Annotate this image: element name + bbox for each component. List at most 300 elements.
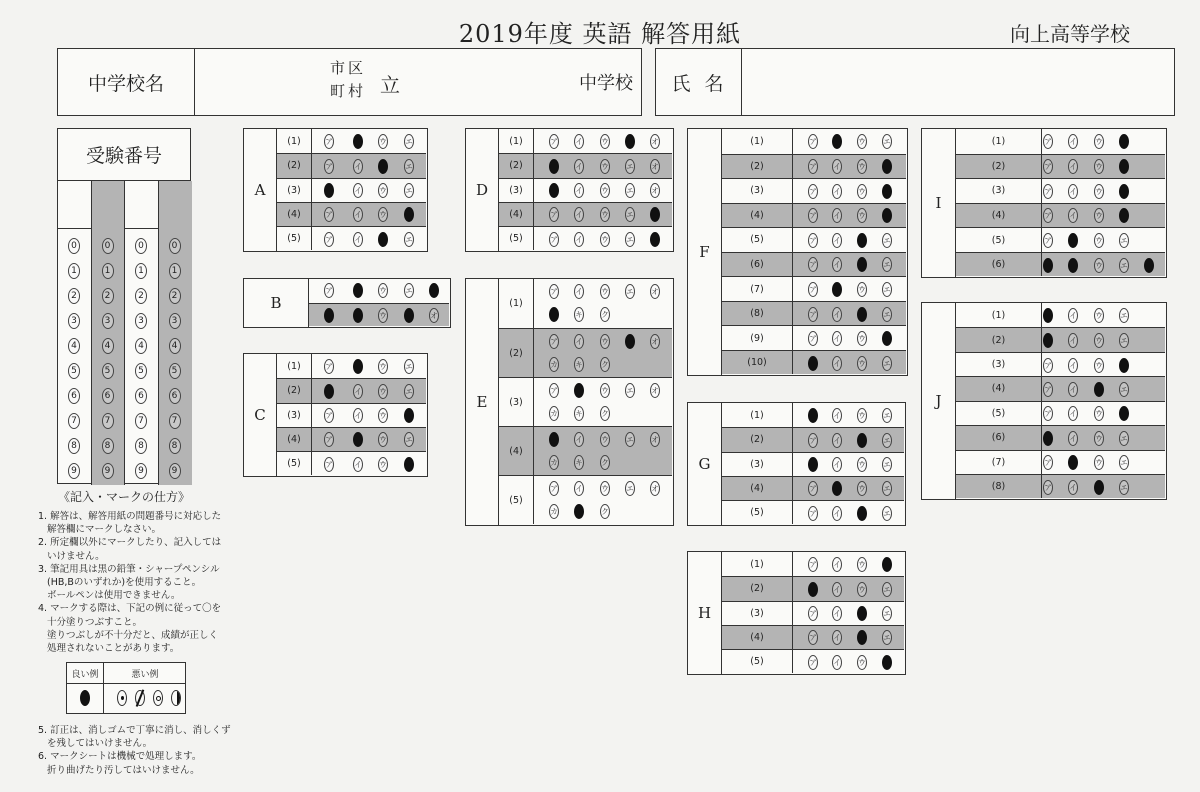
- answer-bubble[interactable]: イ: [832, 356, 842, 371]
- answer-bubble[interactable]: エ: [1119, 333, 1129, 348]
- answer-bubble[interactable]: ウ: [1094, 184, 1104, 199]
- answer-bubble[interactable]: イ: [832, 208, 842, 223]
- answer-bubble[interactable]: オ: [650, 481, 660, 496]
- answer-bubble[interactable]: イ: [1068, 184, 1078, 199]
- answer-bubble[interactable]: イ: [574, 334, 584, 349]
- answer-bubble[interactable]: [882, 208, 892, 223]
- answer-bubble[interactable]: ア: [808, 481, 818, 496]
- exam-digit-bubble[interactable]: 8: [68, 438, 80, 454]
- answer-bubble[interactable]: ウ: [600, 383, 610, 398]
- name-field[interactable]: [655, 48, 1175, 116]
- answer-bubble[interactable]: ウ: [600, 159, 610, 174]
- answer-bubble[interactable]: エ: [625, 232, 635, 247]
- exam-digit-bubble[interactable]: 5: [68, 363, 80, 379]
- answer-bubble[interactable]: イ: [1068, 406, 1078, 421]
- answer-bubble[interactable]: [857, 606, 867, 621]
- answer-row: [722, 129, 906, 154]
- exam-digit-bubble[interactable]: 7: [68, 413, 80, 429]
- answer-bubble[interactable]: イ: [1068, 382, 1078, 397]
- exam-digit-bubble[interactable]: 5: [135, 363, 147, 379]
- answer-bubble[interactable]: ウ: [378, 384, 388, 399]
- section-label: E: [466, 279, 499, 525]
- answer-bubble[interactable]: ウ: [378, 134, 388, 149]
- answer-bubble[interactable]: [625, 134, 635, 149]
- answer-bubble[interactable]: イ: [1068, 480, 1078, 495]
- answer-bubble[interactable]: [1068, 233, 1078, 248]
- exam-digit-bubble[interactable]: 1: [135, 263, 147, 279]
- answer-bubble[interactable]: ア: [1043, 406, 1053, 421]
- answer-bubble[interactable]: エ: [404, 432, 414, 447]
- answer-bubble[interactable]: イ: [832, 630, 842, 645]
- answer-bubble[interactable]: ウ: [1094, 233, 1104, 248]
- exam-digit-bubble[interactable]: 0: [68, 238, 80, 254]
- answer-bubble[interactable]: ア: [549, 481, 559, 496]
- answer-bubble[interactable]: ウ: [1094, 308, 1104, 323]
- exam-digit-bubble[interactable]: 2: [135, 288, 147, 304]
- exam-digit-bubble[interactable]: 7: [169, 413, 181, 429]
- answer-bubble[interactable]: ウ: [1094, 258, 1104, 273]
- answer-bubble[interactable]: エ: [404, 359, 414, 374]
- answer-bubble[interactable]: [857, 257, 867, 272]
- answer-bubble[interactable]: エ: [625, 183, 635, 198]
- exam-digit-bubble[interactable]: 8: [169, 438, 181, 454]
- answer-bubble[interactable]: イ: [832, 433, 842, 448]
- answer-bubble[interactable]: [650, 207, 660, 222]
- answer-bubble[interactable]: ア: [1043, 208, 1053, 223]
- answer-bubble[interactable]: イ: [353, 457, 363, 472]
- answer-bubble[interactable]: イ: [574, 232, 584, 247]
- answer-bubble[interactable]: エ: [882, 582, 892, 597]
- answer-bubble[interactable]: ウ: [1094, 358, 1104, 373]
- exam-digit-bubble[interactable]: 4: [169, 338, 181, 354]
- answer-bubble[interactable]: [549, 432, 559, 447]
- answer-bubble[interactable]: エ: [882, 506, 892, 521]
- answer-bubble[interactable]: ア: [1043, 159, 1053, 174]
- answer-bubble[interactable]: ア: [808, 506, 818, 521]
- answer-bubble[interactable]: イ: [574, 432, 584, 447]
- exam-digit-bubble[interactable]: 2: [102, 288, 114, 304]
- answer-bubble[interactable]: エ: [882, 457, 892, 472]
- answer-bubble[interactable]: カ: [549, 406, 559, 421]
- answer-bubble[interactable]: ア: [808, 208, 818, 223]
- answer-bubble[interactable]: [1043, 258, 1053, 273]
- answer-bubble[interactable]: イ: [832, 257, 842, 272]
- answer-bubble[interactable]: エ: [404, 159, 414, 174]
- exam-digit-bubble[interactable]: 3: [135, 313, 147, 329]
- answer-bubble[interactable]: キ: [574, 455, 584, 470]
- answer-bubble[interactable]: ア: [808, 282, 818, 297]
- answer-bubble[interactable]: [1119, 184, 1129, 199]
- answer-bubble[interactable]: [832, 282, 842, 297]
- exam-digit-bubble[interactable]: 4: [102, 338, 114, 354]
- answer-bubble[interactable]: [429, 283, 439, 298]
- answer-bubble[interactable]: エ: [1119, 308, 1129, 323]
- answer-bubble[interactable]: [808, 582, 818, 597]
- answer-bubble[interactable]: [1144, 258, 1154, 273]
- answer-bubble[interactable]: ア: [324, 457, 334, 472]
- answer-bubble[interactable]: キ: [574, 307, 584, 322]
- answer-bubble[interactable]: ウ: [1094, 333, 1104, 348]
- answer-bubble[interactable]: [404, 308, 414, 323]
- answer-bubble[interactable]: ウ: [378, 457, 388, 472]
- answer-bubble[interactable]: [882, 655, 892, 670]
- answer-bubble[interactable]: [808, 457, 818, 472]
- section-label: C: [244, 354, 277, 476]
- answer-bubble[interactable]: イ: [832, 307, 842, 322]
- answer-bubble[interactable]: ア: [549, 334, 559, 349]
- answer-bubble[interactable]: エ: [404, 232, 414, 247]
- answer-bubble[interactable]: エ: [404, 183, 414, 198]
- answer-bubble[interactable]: [1068, 258, 1078, 273]
- answer-bubble[interactable]: ウ: [857, 655, 867, 670]
- answer-bubble[interactable]: [650, 232, 660, 247]
- answer-bubble[interactable]: イ: [1068, 308, 1078, 323]
- answer-bubble[interactable]: ウ: [857, 408, 867, 423]
- answer-bubble[interactable]: イ: [353, 408, 363, 423]
- answer-bubble[interactable]: [808, 408, 818, 423]
- answer-bubble[interactable]: ア: [324, 359, 334, 374]
- answer-bubble[interactable]: ア: [808, 433, 818, 448]
- answer-bubble[interactable]: ク: [600, 455, 610, 470]
- answer-bubble[interactable]: イ: [1068, 159, 1078, 174]
- answer-bubble[interactable]: エ: [1119, 382, 1129, 397]
- question-number: (1): [277, 354, 312, 378]
- bad-example-label: 悪い例: [131, 670, 159, 680]
- answer-bubble[interactable]: ウ: [378, 359, 388, 374]
- answer-bubble[interactable]: [832, 134, 842, 149]
- exam-digit-bubble[interactable]: 1: [169, 263, 181, 279]
- answer-bubble[interactable]: ア: [324, 283, 334, 298]
- answer-bubble[interactable]: ア: [808, 257, 818, 272]
- answer-bubble[interactable]: [404, 207, 414, 222]
- exam-digit-bubble[interactable]: 0: [169, 238, 181, 254]
- answer-bubble[interactable]: [1119, 208, 1129, 223]
- answer-bubble[interactable]: イ: [353, 207, 363, 222]
- answer-bubble[interactable]: ウ: [1094, 455, 1104, 470]
- answer-bubble[interactable]: エ: [1119, 480, 1129, 495]
- answer-bubble[interactable]: ウ: [378, 432, 388, 447]
- answer-bubble[interactable]: オ: [650, 284, 660, 299]
- answer-bubble[interactable]: イ: [353, 159, 363, 174]
- answer-bubble[interactable]: エ: [625, 159, 635, 174]
- answer-bubble[interactable]: イ: [353, 232, 363, 247]
- answer-bubble[interactable]: ア: [808, 184, 818, 199]
- answer-bubble[interactable]: ア: [808, 606, 818, 621]
- answer-bubble[interactable]: [857, 307, 867, 322]
- answer-bubble[interactable]: オ: [650, 334, 660, 349]
- answer-bubble[interactable]: イ: [574, 159, 584, 174]
- answer-bubble[interactable]: イ: [574, 284, 584, 299]
- answer-bubble[interactable]: イ: [574, 481, 584, 496]
- answer-bubble[interactable]: イ: [574, 183, 584, 198]
- answer-bubble[interactable]: [378, 159, 388, 174]
- answer-bubble[interactable]: ア: [324, 207, 334, 222]
- answer-bubble[interactable]: ウ: [600, 207, 610, 222]
- answer-bubble[interactable]: イ: [832, 331, 842, 346]
- answer-bubble[interactable]: [1043, 431, 1053, 446]
- answer-bubble[interactable]: イ: [832, 606, 842, 621]
- answer-bubble[interactable]: イ: [832, 655, 842, 670]
- answer-bubble[interactable]: イ: [1068, 333, 1078, 348]
- answer-bubble[interactable]: [549, 159, 559, 174]
- exam-digit-bubble[interactable]: 7: [135, 413, 147, 429]
- answer-bubble[interactable]: [882, 159, 892, 174]
- answer-bubble[interactable]: ア: [808, 630, 818, 645]
- answer-bubble[interactable]: [324, 308, 334, 323]
- answer-bubble[interactable]: ア: [808, 557, 818, 572]
- answer-bubble[interactable]: [1068, 455, 1078, 470]
- answer-bubble[interactable]: ア: [1043, 233, 1053, 248]
- answer-bubble[interactable]: イ: [832, 557, 842, 572]
- exam-digit-bubble[interactable]: 6: [169, 388, 181, 404]
- answer-bubble[interactable]: ウ: [857, 208, 867, 223]
- answer-bubble[interactable]: [857, 630, 867, 645]
- answer-bubble[interactable]: ウ: [1094, 208, 1104, 223]
- answer-bubble[interactable]: イ: [832, 408, 842, 423]
- exam-digit-bubble[interactable]: 1: [102, 263, 114, 279]
- answer-bubble[interactable]: [353, 432, 363, 447]
- answer-bubble[interactable]: ウ: [857, 557, 867, 572]
- answer-bubble[interactable]: エ: [882, 233, 892, 248]
- exam-digit-bubble[interactable]: 9: [102, 463, 114, 479]
- answer-bubble[interactable]: [882, 184, 892, 199]
- answer-bubble[interactable]: エ: [882, 408, 892, 423]
- exam-digit-bubble[interactable]: 1: [68, 263, 80, 279]
- answer-bubble[interactable]: [353, 134, 363, 149]
- answer-bubble[interactable]: ア: [324, 408, 334, 423]
- answer-bubble[interactable]: ア: [549, 232, 559, 247]
- answer-bubble[interactable]: ア: [324, 232, 334, 247]
- answer-bubble[interactable]: [1119, 159, 1129, 174]
- answer-bubble[interactable]: [1043, 308, 1053, 323]
- answer-bubble[interactable]: ウ: [1094, 406, 1104, 421]
- answer-bubble[interactable]: エ: [625, 432, 635, 447]
- answer-bubble[interactable]: ア: [1043, 455, 1053, 470]
- exam-digit-bubble[interactable]: 4: [135, 338, 147, 354]
- answer-bubble[interactable]: ア: [549, 383, 559, 398]
- answer-bubble[interactable]: オ: [650, 134, 660, 149]
- answer-bubble[interactable]: ア: [1043, 358, 1053, 373]
- answer-bubble[interactable]: ウ: [857, 582, 867, 597]
- answer-bubble[interactable]: ア: [1043, 382, 1053, 397]
- answer-bubble[interactable]: ウ: [857, 481, 867, 496]
- answer-bubble[interactable]: イ: [1068, 431, 1078, 446]
- exam-digit-bubble[interactable]: 8: [102, 438, 114, 454]
- answer-bubble[interactable]: イ: [832, 582, 842, 597]
- answer-bubble[interactable]: エ: [882, 606, 892, 621]
- answer-bubble[interactable]: エ: [404, 384, 414, 399]
- answer-bubble[interactable]: ウ: [600, 481, 610, 496]
- answer-bubble[interactable]: イ: [832, 506, 842, 521]
- answer-bubble[interactable]: イ: [832, 233, 842, 248]
- answer-bubble[interactable]: [1043, 333, 1053, 348]
- answer-bubble[interactable]: エ: [882, 481, 892, 496]
- answer-bubble[interactable]: イ: [832, 457, 842, 472]
- answer-bubble[interactable]: ウ: [857, 134, 867, 149]
- answer-bubble[interactable]: ウ: [378, 207, 388, 222]
- answer-bubble[interactable]: [549, 183, 559, 198]
- answer-bubble[interactable]: オ: [429, 308, 439, 323]
- exam-digit-bubble[interactable]: 6: [68, 388, 80, 404]
- answer-bubble[interactable]: ウ: [378, 408, 388, 423]
- answer-bubble[interactable]: ア: [1043, 134, 1053, 149]
- answer-bubble[interactable]: ウ: [600, 183, 610, 198]
- answer-bubble[interactable]: エ: [1119, 431, 1129, 446]
- exam-digit-bubble[interactable]: 2: [68, 288, 80, 304]
- answer-bubble[interactable]: ク: [600, 406, 610, 421]
- answer-bubble[interactable]: エ: [1119, 258, 1129, 273]
- answer-bubble[interactable]: [625, 334, 635, 349]
- exam-digit-bubble[interactable]: 9: [135, 463, 147, 479]
- answer-bubble[interactable]: [1119, 358, 1129, 373]
- answer-bubble[interactable]: ウ: [378, 308, 388, 323]
- answer-bubble[interactable]: ア: [808, 159, 818, 174]
- exam-digit-bubble[interactable]: 3: [169, 313, 181, 329]
- answer-bubble[interactable]: イ: [1068, 208, 1078, 223]
- exam-digit-bubble[interactable]: 7: [102, 413, 114, 429]
- answer-bubble[interactable]: キ: [574, 406, 584, 421]
- answer-bubble[interactable]: イ: [353, 183, 363, 198]
- answer-bubble[interactable]: ク: [600, 307, 610, 322]
- answer-bubble[interactable]: オ: [650, 183, 660, 198]
- answer-bubble[interactable]: オ: [650, 432, 660, 447]
- answer-bubble[interactable]: ウ: [857, 159, 867, 174]
- answer-bubble[interactable]: オ: [650, 383, 660, 398]
- answer-bubble[interactable]: エ: [625, 383, 635, 398]
- exam-digit-bubble[interactable]: 9: [68, 463, 80, 479]
- answer-bubble[interactable]: エ: [404, 134, 414, 149]
- exam-digit-bubble[interactable]: 3: [102, 313, 114, 329]
- answer-bubble[interactable]: イ: [574, 207, 584, 222]
- answer-bubble[interactable]: エ: [882, 356, 892, 371]
- answer-bubble[interactable]: [404, 408, 414, 423]
- answer-bubble[interactable]: ウ: [857, 184, 867, 199]
- exam-digit-bubble[interactable]: 6: [102, 388, 114, 404]
- answer-bubble[interactable]: [808, 356, 818, 371]
- exam-digit-bubble[interactable]: 0: [102, 238, 114, 254]
- answer-bubble[interactable]: ア: [808, 307, 818, 322]
- answer-bubble[interactable]: エ: [882, 307, 892, 322]
- answer-bubble[interactable]: ア: [808, 655, 818, 670]
- exam-digit-bubble[interactable]: 3: [68, 313, 80, 329]
- exam-digit-bubble[interactable]: 9: [169, 463, 181, 479]
- answer-bubble[interactable]: [574, 504, 584, 519]
- answer-bubble[interactable]: イ: [832, 159, 842, 174]
- answer-bubble[interactable]: エ: [882, 282, 892, 297]
- answer-bubble[interactable]: ウ: [857, 282, 867, 297]
- answer-bubble[interactable]: [832, 481, 842, 496]
- answer-bubble[interactable]: ア: [1043, 184, 1053, 199]
- answer-bubble[interactable]: エ: [882, 134, 892, 149]
- answer-bubble[interactable]: エ: [625, 481, 635, 496]
- answer-bubble[interactable]: ウ: [600, 134, 610, 149]
- answer-bubble[interactable]: ア: [324, 134, 334, 149]
- answer-bubble[interactable]: [353, 308, 363, 323]
- answer-bubble[interactable]: ウ: [378, 183, 388, 198]
- answer-bubble[interactable]: カ: [549, 357, 559, 372]
- answer-bubble[interactable]: ア: [1043, 480, 1053, 495]
- answer-bubble[interactable]: カ: [549, 455, 559, 470]
- answer-bubble[interactable]: エ: [625, 284, 635, 299]
- answer-bubble[interactable]: [378, 232, 388, 247]
- answer-bubble[interactable]: エ: [404, 283, 414, 298]
- answer-bubble[interactable]: キ: [574, 357, 584, 372]
- answer-section-e: [465, 278, 674, 526]
- exam-digit-bubble[interactable]: 4: [68, 338, 80, 354]
- answer-bubble[interactable]: イ: [1068, 134, 1078, 149]
- answer-bubble[interactable]: ウ: [1094, 159, 1104, 174]
- exam-digit-bubble[interactable]: 8: [135, 438, 147, 454]
- answer-bubble[interactable]: [882, 331, 892, 346]
- answer-bubble[interactable]: [1119, 406, 1129, 421]
- answer-bubble[interactable]: ウ: [1094, 134, 1104, 149]
- answer-bubble[interactable]: イ: [574, 134, 584, 149]
- answer-bubble[interactable]: エ: [1119, 455, 1129, 470]
- exam-digit-bubble[interactable]: 5: [169, 363, 181, 379]
- exam-digit-bubble[interactable]: 0: [135, 238, 147, 254]
- answer-bubble[interactable]: ウ: [600, 432, 610, 447]
- answer-bubble[interactable]: ウ: [857, 331, 867, 346]
- answer-row: [277, 178, 426, 202]
- answer-bubble[interactable]: ウ: [600, 232, 610, 247]
- answer-bubble[interactable]: [574, 383, 584, 398]
- answer-bubble[interactable]: エ: [625, 207, 635, 222]
- answer-bubble[interactable]: ア: [808, 331, 818, 346]
- answer-bubble[interactable]: ウ: [857, 356, 867, 371]
- answer-bubble[interactable]: [324, 384, 334, 399]
- answer-bubble[interactable]: ク: [600, 504, 610, 519]
- answer-bubble[interactable]: [1119, 134, 1129, 149]
- answer-bubble[interactable]: カ: [549, 504, 559, 519]
- answer-bubble[interactable]: [353, 359, 363, 374]
- exam-digit-bubble[interactable]: 6: [135, 388, 147, 404]
- answer-bubble[interactable]: ア: [549, 134, 559, 149]
- answer-bubble[interactable]: [549, 307, 559, 322]
- answer-bubble[interactable]: ウ: [600, 284, 610, 299]
- answer-bubble[interactable]: エ: [1119, 233, 1129, 248]
- answer-bubble[interactable]: [857, 233, 867, 248]
- answer-bubble[interactable]: ア: [324, 432, 334, 447]
- answer-bubble[interactable]: イ: [832, 184, 842, 199]
- answer-bubble[interactable]: ア: [549, 284, 559, 299]
- answer-bubble[interactable]: [857, 506, 867, 521]
- answer-bubble[interactable]: エ: [882, 433, 892, 448]
- answer-bubble[interactable]: ア: [549, 207, 559, 222]
- answer-bubble[interactable]: ウ: [1094, 431, 1104, 446]
- answer-bubble[interactable]: [353, 283, 363, 298]
- answer-bubble[interactable]: ク: [600, 357, 610, 372]
- answer-bubble[interactable]: ウ: [378, 283, 388, 298]
- answer-bubble[interactable]: イ: [353, 384, 363, 399]
- answer-bubble[interactable]: エ: [882, 630, 892, 645]
- answer-bubble[interactable]: エ: [882, 257, 892, 272]
- exam-digit-bubble[interactable]: 2: [169, 288, 181, 304]
- answer-bubble[interactable]: ウ: [857, 457, 867, 472]
- exam-digit-bubble[interactable]: 5: [102, 363, 114, 379]
- answer-bubble[interactable]: [857, 433, 867, 448]
- answer-bubble[interactable]: ウ: [600, 334, 610, 349]
- answer-bubble[interactable]: オ: [650, 159, 660, 174]
- answer-bubble[interactable]: ア: [324, 159, 334, 174]
- answer-bubble[interactable]: [882, 557, 892, 572]
- answer-bubble[interactable]: [1094, 382, 1104, 397]
- answer-bubble[interactable]: ア: [808, 134, 818, 149]
- answer-bubble[interactable]: [1094, 480, 1104, 495]
- answer-bubble[interactable]: [324, 183, 334, 198]
- answer-bubble[interactable]: イ: [1068, 358, 1078, 373]
- answer-bubble[interactable]: [404, 457, 414, 472]
- answer-bubble[interactable]: ア: [808, 233, 818, 248]
